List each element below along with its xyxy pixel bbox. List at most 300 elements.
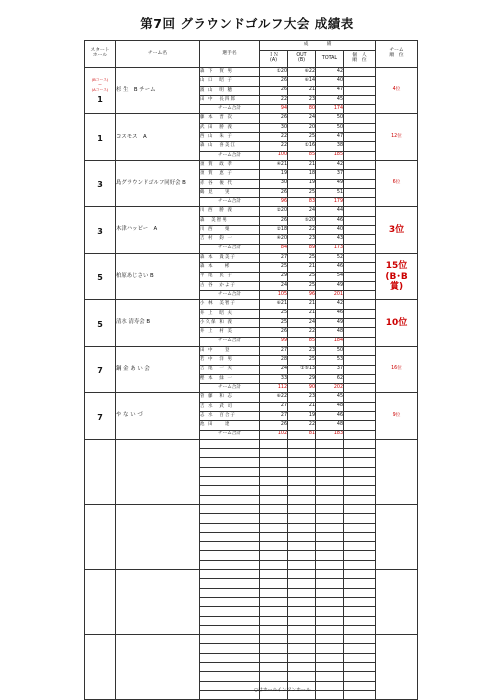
player-name <box>200 625 260 634</box>
player-name: 森 下 賀 男 <box>200 68 260 77</box>
player-row <box>85 393 418 402</box>
score-in: 24 <box>260 281 288 290</box>
score-in: 25 <box>260 319 288 328</box>
score-in: 22 <box>260 142 288 151</box>
player-name: 田 中 長四郎 <box>200 95 260 104</box>
player-name <box>200 607 260 616</box>
score-total: 42 <box>316 160 344 169</box>
individual-rank <box>344 514 376 523</box>
team-total-in: 112 <box>260 384 288 393</box>
individual-rank <box>344 226 376 235</box>
individual-rank <box>344 105 376 114</box>
player-name: 森 山 喜美江 <box>200 142 260 151</box>
header-total: TOTAL <box>316 51 344 68</box>
score-out: 25 <box>288 356 316 365</box>
score-in: 29 <box>260 272 288 281</box>
score-total <box>316 551 344 560</box>
individual-rank <box>344 588 376 597</box>
team-total-label: チーム合計 <box>200 105 260 114</box>
score-out <box>288 439 316 448</box>
team-total-total: 173 <box>316 244 344 253</box>
start-hole-cell <box>85 439 116 504</box>
start-hole-number: 1 <box>97 133 103 143</box>
team-total-in: 96 <box>260 198 288 207</box>
score-out <box>288 570 316 579</box>
individual-rank <box>344 114 376 123</box>
course-note: (Bコース) ～ (Aコース) <box>91 76 109 92</box>
score-out: 20 <box>288 123 316 132</box>
score-table <box>84 40 418 700</box>
header-player-name: 選手名 <box>200 41 260 68</box>
individual-rank <box>344 235 376 244</box>
score-in <box>260 486 288 495</box>
start-hole-cell <box>85 570 116 635</box>
score-in: 19 <box>260 170 288 179</box>
player-name: 志 水 百合子 <box>200 411 260 420</box>
score-total: 47 <box>316 133 344 142</box>
player-name: 赤 谷 俊 代 <box>200 179 260 188</box>
score-in <box>260 551 288 560</box>
player-row <box>85 346 418 355</box>
score-in: 26 <box>260 421 288 430</box>
score-out: 23 <box>288 346 316 355</box>
start-hole-cell <box>85 300 116 346</box>
team-total-total: 174 <box>316 105 344 114</box>
score-out <box>288 663 316 672</box>
individual-rank <box>344 188 376 197</box>
score-out: 21 <box>288 160 316 169</box>
player-name: 古 谷 かよ子 <box>200 281 260 290</box>
score-in: 28 <box>260 356 288 365</box>
player-name: 小 林 美智子 <box>200 300 260 309</box>
score-in <box>260 570 288 579</box>
start-hole-cell <box>85 635 116 700</box>
start-hole-cell <box>85 346 116 392</box>
team-total-label: チーム合計 <box>200 337 260 346</box>
start-hole-cell <box>85 253 116 299</box>
player-name: 若 中 洋 男 <box>200 356 260 365</box>
score-total: 52 <box>316 253 344 262</box>
score-in <box>260 495 288 504</box>
team-total-total: 202 <box>316 384 344 393</box>
score-out: ⑤20 <box>288 216 316 225</box>
score-total <box>316 570 344 579</box>
score-out <box>288 644 316 653</box>
team-total-out: 96 <box>288 291 316 300</box>
score-total: 50 <box>316 123 344 132</box>
header-out: OUT (B) <box>288 51 316 68</box>
score-in: 22 <box>260 95 288 104</box>
individual-rank <box>344 597 376 606</box>
score-out <box>288 579 316 588</box>
individual-rank <box>344 356 376 365</box>
team-total-total: 185 <box>316 151 344 160</box>
team-total-label: チーム合計 <box>200 244 260 253</box>
score-out: 22 <box>288 328 316 337</box>
score-in: ②18 <box>260 226 288 235</box>
team-rank <box>376 570 418 635</box>
individual-rank <box>344 142 376 151</box>
score-total <box>316 672 344 681</box>
score-out <box>288 477 316 486</box>
team-name: コスモス A <box>116 114 200 160</box>
individual-rank <box>344 449 376 458</box>
team-total-label: チーム合計 <box>200 430 260 439</box>
score-in: ①20 <box>260 68 288 77</box>
individual-rank <box>344 560 376 569</box>
start-hole-number: 7 <box>97 412 103 422</box>
player-name <box>200 486 260 495</box>
score-total: 46 <box>316 411 344 420</box>
score-total: 47 <box>316 86 344 95</box>
individual-rank <box>344 384 376 393</box>
score-total <box>316 458 344 467</box>
start-hole-cell <box>85 68 116 114</box>
start-hole-number: 1 <box>97 94 103 104</box>
score-out: 23 <box>288 235 316 244</box>
score-out: 21 <box>288 86 316 95</box>
header-scores: 成 績 <box>260 41 376 51</box>
score-in <box>260 560 288 569</box>
player-name <box>200 616 260 625</box>
player-name <box>200 514 260 523</box>
team-rank: 9位 <box>376 393 418 439</box>
individual-rank <box>344 68 376 77</box>
score-out: ⑥22 <box>288 68 316 77</box>
score-total: 37 <box>316 365 344 374</box>
score-in <box>260 597 288 606</box>
player-name: 菅 藤 和 志 <box>200 393 260 402</box>
header-team-rank: チーム 順 位 <box>376 41 418 68</box>
player-name: 小久保 和 義 <box>200 319 260 328</box>
score-in: 25 <box>260 263 288 272</box>
player-name <box>200 579 260 588</box>
player-name: 須 賀 恵 子 <box>200 170 260 179</box>
individual-rank <box>344 402 376 411</box>
footnote: ○はホールインワンホール <box>254 688 311 693</box>
player-name: 川 西 栗 <box>200 226 260 235</box>
individual-rank <box>344 495 376 504</box>
score-in <box>260 523 288 532</box>
score-total <box>316 504 344 513</box>
score-in: 30 <box>260 123 288 132</box>
start-hole-cell <box>85 504 116 569</box>
score-out: 22 <box>288 421 316 430</box>
score-out <box>288 514 316 523</box>
score-in <box>260 477 288 486</box>
score-out: 21 <box>288 263 316 272</box>
team-total-label: チーム合計 <box>200 198 260 207</box>
score-out: 25 <box>288 188 316 197</box>
start-hole-cell <box>85 207 116 253</box>
player-name: 濱 山 明 穂 <box>200 86 260 95</box>
score-total <box>316 523 344 532</box>
score-out <box>288 532 316 541</box>
empty-row <box>85 504 418 513</box>
team-name: や な い づ <box>116 393 200 439</box>
score-total <box>316 560 344 569</box>
team-name: 木津ハッピー A <box>116 207 200 253</box>
score-total <box>316 542 344 551</box>
team-rank: 10位 <box>376 300 418 346</box>
player-name: 吉 尾 一 夫 <box>200 365 260 374</box>
player-name <box>200 449 260 458</box>
score-total: 50 <box>316 114 344 123</box>
score-in <box>260 663 288 672</box>
individual-rank <box>344 551 376 560</box>
score-out: 21 <box>288 309 316 318</box>
score-in: 27 <box>260 253 288 262</box>
individual-rank <box>344 616 376 625</box>
score-total <box>316 439 344 448</box>
score-total <box>316 597 344 606</box>
score-total: 50 <box>316 346 344 355</box>
team-rank: 6位 <box>376 160 418 206</box>
score-total <box>316 690 344 699</box>
player-name <box>200 653 260 662</box>
team-total-in: 94 <box>260 105 288 114</box>
score-total <box>316 477 344 486</box>
team-total-in: 99 <box>260 337 288 346</box>
score-out <box>288 467 316 476</box>
score-in <box>260 653 288 662</box>
individual-rank <box>344 607 376 616</box>
score-in: 27 <box>260 402 288 411</box>
player-name: 吉 水 武 司 <box>200 402 260 411</box>
individual-rank <box>344 532 376 541</box>
score-in <box>260 579 288 588</box>
team-name: 島グラウンドゴルフ同好会 B <box>116 160 200 206</box>
player-row <box>85 160 418 169</box>
score-in: 27 <box>260 411 288 420</box>
score-total <box>316 449 344 458</box>
team-name: 鋼 金 あ い 会 <box>116 346 200 392</box>
start-hole-number: 3 <box>97 180 103 190</box>
individual-rank <box>344 653 376 662</box>
score-in: 26 <box>260 114 288 123</box>
individual-rank <box>344 244 376 253</box>
score-out <box>288 597 316 606</box>
score-total: 44 <box>316 207 344 216</box>
individual-rank <box>344 393 376 402</box>
individual-rank <box>344 95 376 104</box>
score-total: 54 <box>316 272 344 281</box>
score-total <box>316 635 344 644</box>
team-total-out: 80 <box>288 105 316 114</box>
score-in <box>260 607 288 616</box>
score-total: 42 <box>316 68 344 77</box>
individual-rank <box>344 86 376 95</box>
individual-rank <box>344 672 376 681</box>
player-name <box>200 644 260 653</box>
individual-rank <box>344 365 376 374</box>
player-name: 吉 村 鈞 一 <box>200 235 260 244</box>
score-in: 30 <box>260 179 288 188</box>
team-total-in: 105 <box>260 291 288 300</box>
score-in: ④20 <box>260 235 288 244</box>
player-name: 井 上 昭 夫 <box>200 309 260 318</box>
player-name: 平 尾 民 子 <box>200 272 260 281</box>
player-name <box>200 467 260 476</box>
team-rank: 15位 (B･B 賞) <box>376 253 418 299</box>
score-in: 22 <box>260 133 288 142</box>
score-in <box>260 467 288 476</box>
score-in <box>260 672 288 681</box>
score-in <box>260 635 288 644</box>
empty-row <box>85 570 418 579</box>
player-name: 鶴 見 実 <box>200 188 260 197</box>
score-in: 33 <box>260 374 288 383</box>
player-row <box>85 253 418 262</box>
start-hole-number: 7 <box>97 366 103 376</box>
score-in <box>260 625 288 634</box>
player-name <box>200 523 260 532</box>
score-in <box>260 588 288 597</box>
individual-rank <box>344 374 376 383</box>
score-out: 25 <box>288 272 316 281</box>
score-in <box>260 449 288 458</box>
player-row <box>85 114 418 123</box>
score-out: 23 <box>288 393 316 402</box>
player-name <box>200 542 260 551</box>
team-total-total: 183 <box>316 430 344 439</box>
score-total: 38 <box>316 142 344 151</box>
page-title: 第7回 グラウンドゴルフ大会 成績表 <box>140 16 354 31</box>
individual-rank <box>344 309 376 318</box>
individual-rank <box>344 253 376 262</box>
player-row <box>85 300 418 309</box>
score-out <box>288 625 316 634</box>
individual-rank <box>344 570 376 579</box>
player-name <box>200 532 260 541</box>
individual-rank <box>344 300 376 309</box>
player-name: 森 本 彬 <box>200 263 260 272</box>
team-rank: 12位 <box>376 114 418 160</box>
score-total <box>316 486 344 495</box>
individual-rank <box>344 477 376 486</box>
score-in <box>260 514 288 523</box>
score-out: ①16 <box>288 142 316 151</box>
player-name <box>200 690 260 699</box>
player-name: 樫 本 緑 一 <box>200 374 260 383</box>
individual-rank <box>344 486 376 495</box>
start-hole-cell <box>85 114 116 160</box>
team-rank <box>376 439 418 504</box>
individual-rank <box>344 263 376 272</box>
header-in: ＩＮ (A) <box>260 51 288 68</box>
player-name <box>200 504 260 513</box>
player-name: 藤 本 晋 次 <box>200 114 260 123</box>
score-out: 18 <box>288 170 316 179</box>
individual-rank <box>344 291 376 300</box>
score-out <box>288 551 316 560</box>
score-total <box>316 653 344 662</box>
score-out: 19 <box>288 411 316 420</box>
score-in <box>260 504 288 513</box>
header-team-name: チーム名 <box>116 41 200 68</box>
score-in: 25 <box>260 309 288 318</box>
individual-rank <box>344 281 376 290</box>
score-in: 26 <box>260 77 288 86</box>
score-total: 49 <box>316 179 344 188</box>
player-name: 山 口 昭 子 <box>200 77 260 86</box>
score-out: 21 <box>288 300 316 309</box>
team-total-in: 102 <box>260 430 288 439</box>
empty-row <box>85 439 418 448</box>
start-hole-number: 5 <box>97 273 103 283</box>
score-in: 26 <box>260 86 288 95</box>
score-in: 27 <box>260 346 288 355</box>
header-individual-rank: 個 人 順 位 <box>344 51 376 68</box>
individual-rank <box>344 272 376 281</box>
individual-rank <box>344 151 376 160</box>
team-rank: 3位 <box>376 207 418 253</box>
score-out: 24 <box>288 207 316 216</box>
score-out <box>288 616 316 625</box>
player-name: 武 田 勝 義 <box>200 123 260 132</box>
team-total-total: 179 <box>316 198 344 207</box>
player-name: 井 上 村 美 <box>200 328 260 337</box>
score-total: 40 <box>316 77 344 86</box>
score-out <box>288 560 316 569</box>
score-out <box>288 542 316 551</box>
individual-rank <box>344 346 376 355</box>
player-name <box>200 560 260 569</box>
individual-rank <box>344 690 376 699</box>
start-hole-cell <box>85 160 116 206</box>
player-name: 西 山 朱 子 <box>200 133 260 142</box>
individual-rank <box>344 207 376 216</box>
individual-rank <box>344 458 376 467</box>
individual-rank <box>344 198 376 207</box>
individual-rank <box>344 579 376 588</box>
individual-rank <box>344 523 376 532</box>
individual-rank <box>344 430 376 439</box>
score-out <box>288 495 316 504</box>
score-total <box>316 579 344 588</box>
score-out: 19 <box>288 179 316 188</box>
individual-rank <box>344 439 376 448</box>
score-out <box>288 653 316 662</box>
score-total <box>316 681 344 690</box>
score-in <box>260 439 288 448</box>
score-in: ⑥22 <box>260 393 288 402</box>
score-total <box>316 514 344 523</box>
team-rank <box>376 504 418 569</box>
score-total: 45 <box>316 393 344 402</box>
score-out: 22 <box>288 226 316 235</box>
team-name <box>116 570 200 635</box>
player-name <box>200 439 260 448</box>
player-name <box>200 477 260 486</box>
score-out: 25 <box>288 253 316 262</box>
score-total: 37 <box>316 170 344 179</box>
score-out <box>288 635 316 644</box>
team-name <box>116 439 200 504</box>
individual-rank <box>344 421 376 430</box>
score-in: ⑥21 <box>260 300 288 309</box>
player-name: 池 田 達 <box>200 421 260 430</box>
score-total: 40 <box>316 226 344 235</box>
team-name <box>116 635 200 700</box>
team-name: 杉 生 B チーム <box>116 68 200 114</box>
player-row <box>85 68 418 77</box>
score-out: 25 <box>288 281 316 290</box>
score-out <box>288 449 316 458</box>
individual-rank <box>344 504 376 513</box>
team-rank: 4位 <box>376 68 418 114</box>
player-name <box>200 672 260 681</box>
